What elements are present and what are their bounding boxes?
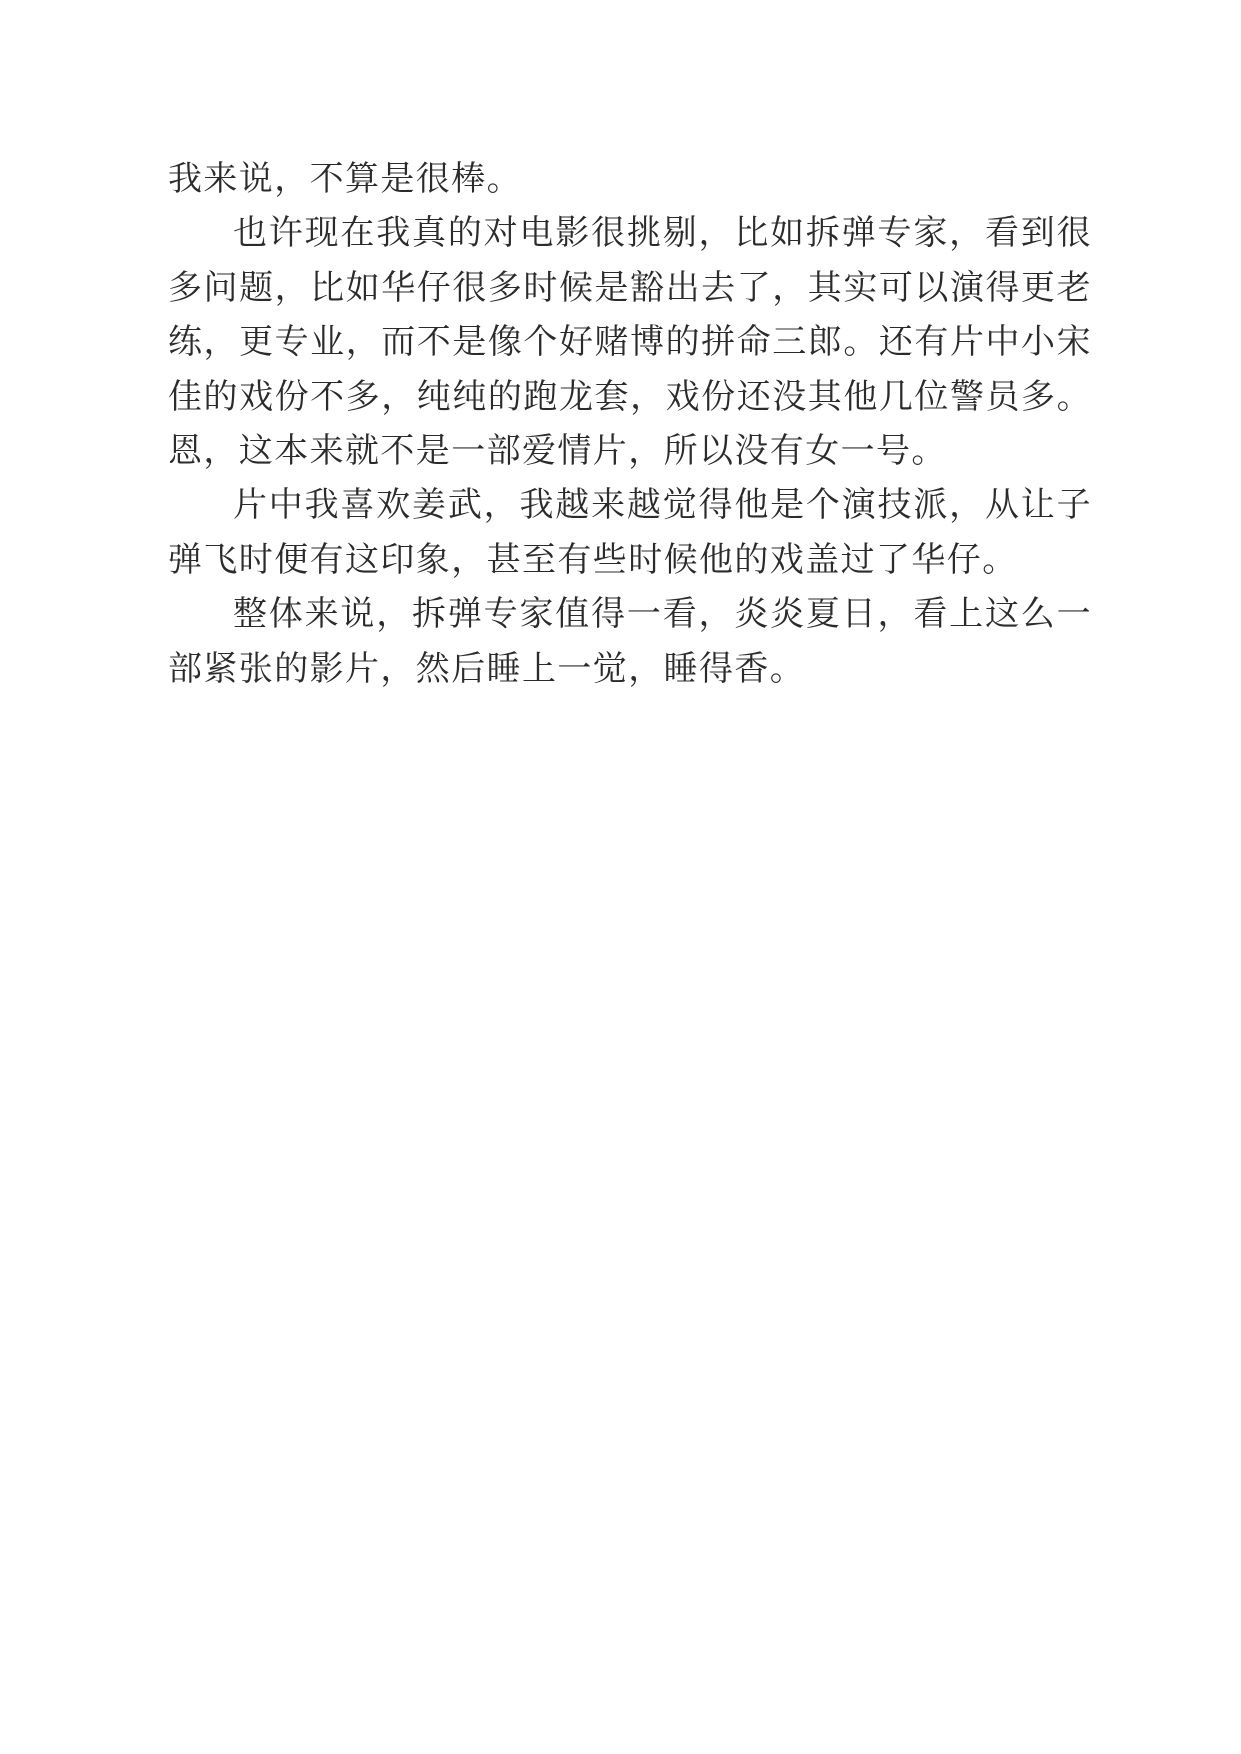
paragraph: 片中我喜欢姜武，我越来越觉得他是个演技派，从让子弹飞时便有这印象，甚至有些时候他的戏盖过了华仔。	[168, 487, 1092, 579]
paragraph: 整体来说，拆弹专家值得一看，炎炎夏日，看上这么一部紧张的影片，然后睡上一觉，睡得香。	[168, 596, 1092, 688]
document-body	[168, 153, 1092, 697]
paragraph: 也许现在我真的对电影很挑剔，比如拆弹专家，看到很多问题，比如华仔很多时候是豁出去了，其实可以演得更老练，更专业，而不是像个好赌博的拼命三郎。还有片中小宋佳的戏份不多，纯纯的跑龙套，戏份还没其他几位警员多。恩，这本来就不是一部爱情片，所以没有女一号。	[168, 215, 1092, 471]
paragraph-continuation: 我来说，不算是很棒。	[168, 161, 522, 198]
